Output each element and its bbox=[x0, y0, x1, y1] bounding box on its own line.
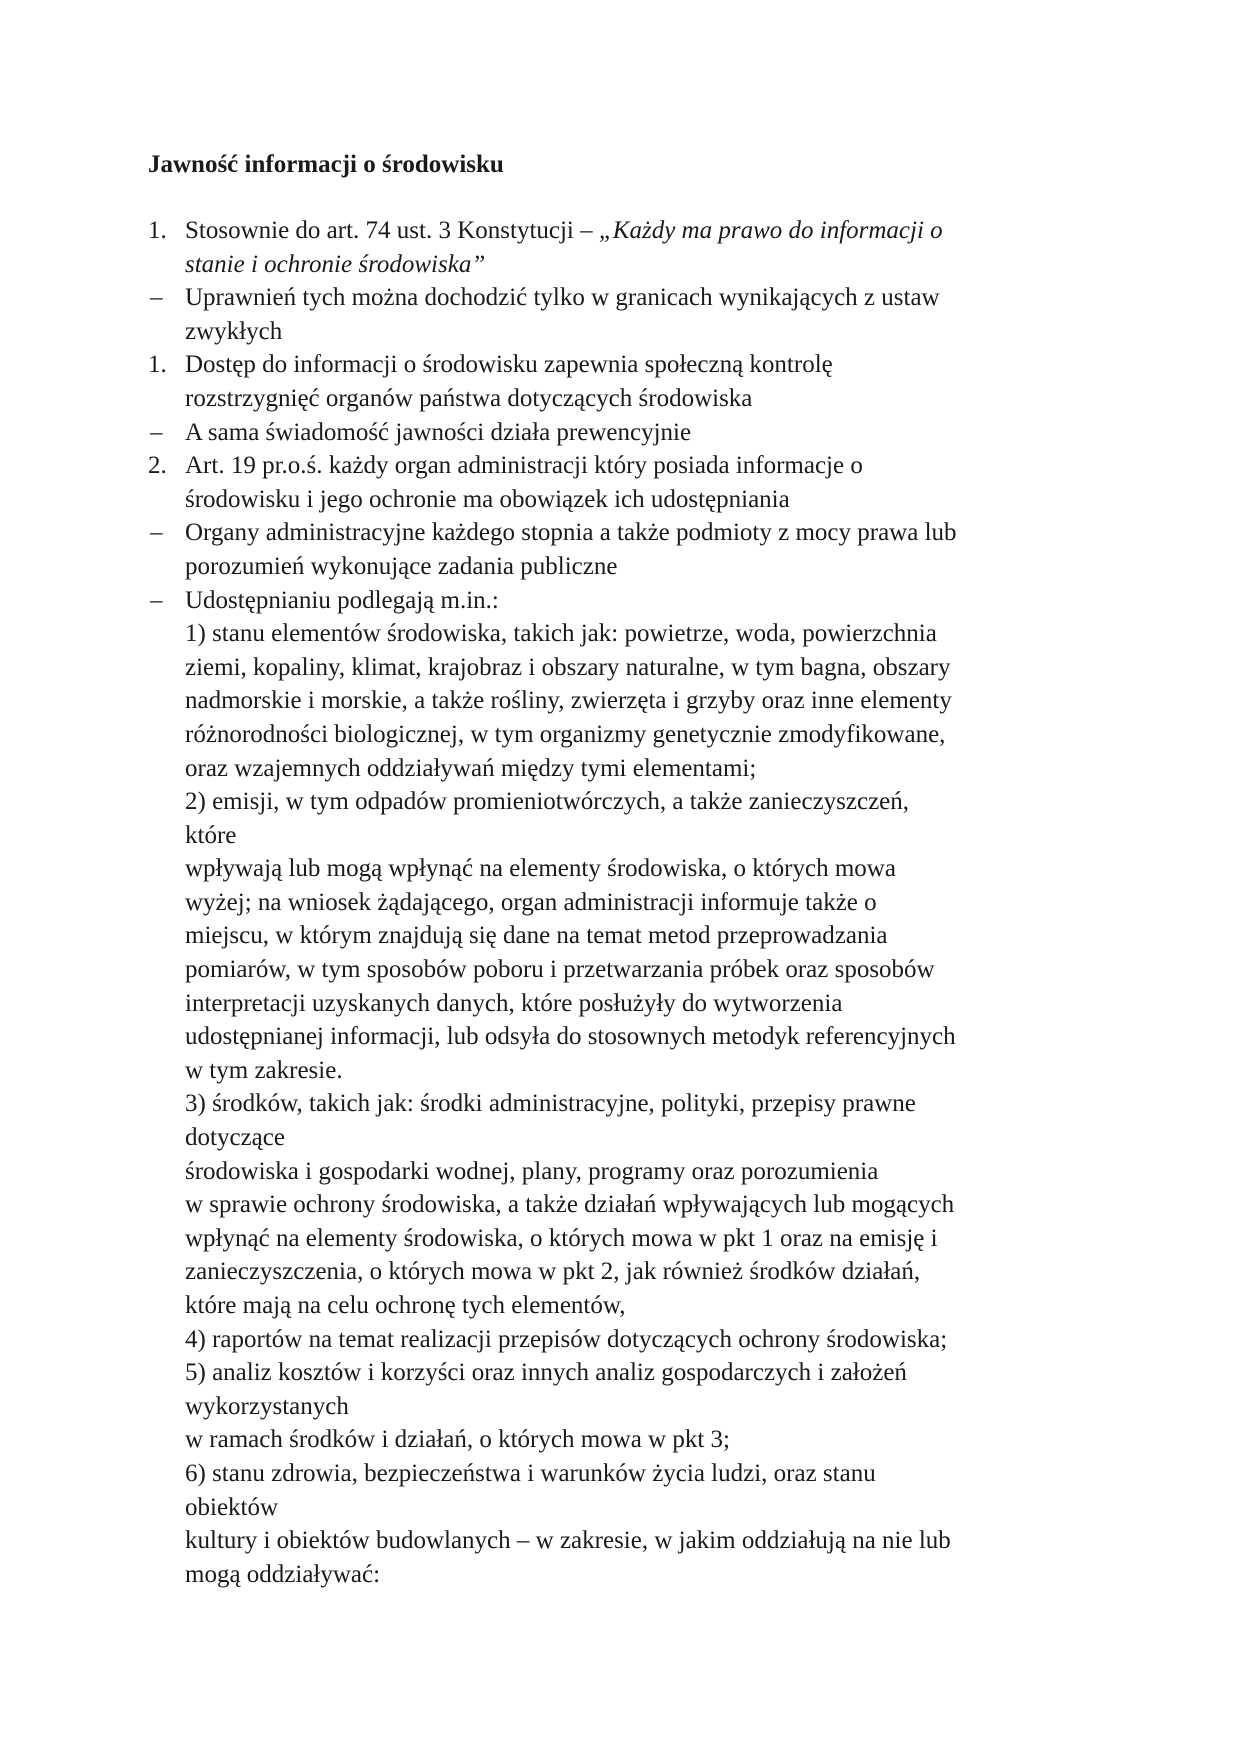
paragraph-line: wpłynąć na elementy środowiska, o których mowa w pkt 1 oraz na emisję i bbox=[185, 1224, 938, 1252]
list-item bbox=[148, 584, 1108, 1592]
paragraph-line: miejscu, w którym znajdują się dane na temat metod przeprowadzania bbox=[185, 922, 888, 950]
paragraph-line: Art. 19 pr.o.ś. każdy organ administracji który posiada informacje o bbox=[185, 452, 863, 480]
list-item bbox=[148, 214, 1108, 281]
list-item bbox=[148, 516, 1108, 583]
paragraph-line: 6) stanu zdrowia, bezpieczeństwa i warunków życia ludzi, oraz stanu bbox=[185, 1459, 876, 1487]
paragraph-line: 2) emisji, w tym odpadów promieniotwórczych, a także zanieczyszczeń, bbox=[185, 788, 910, 816]
dash-marker: – bbox=[150, 418, 163, 446]
paragraph-line: porozumień wykonujące zadania publiczne bbox=[185, 552, 618, 580]
paragraph-line: ziemi, kopaliny, klimat, krajobraz i obszary naturalne, w tym bagna, obszary bbox=[185, 653, 951, 681]
paragraph-line: interpretacji uzyskanych danych, które posłużyły do wytworzenia bbox=[185, 989, 843, 1017]
quote-text: stanie i ochronie środowiska” bbox=[185, 250, 486, 278]
paragraph-line: wyżej; na wniosek żądającego, organ administracji informuje także o bbox=[185, 888, 877, 916]
paragraph-line: Uprawnień tych można dochodzić tylko w granicach wynikających z ustaw bbox=[185, 284, 940, 312]
paragraph-line: Organy administracyjne każdego stopnia a także podmioty z mocy prawa lub bbox=[185, 519, 957, 547]
dash-marker: – bbox=[150, 284, 163, 312]
paragraph-line: udostępnianej informacji, lub odsyła do stosownych metodyk referencyjnych bbox=[185, 1023, 956, 1051]
list-item bbox=[148, 449, 1108, 516]
list-item bbox=[148, 281, 1108, 348]
paragraph-line: A sama świadomość jawności działa prewencyjnie bbox=[185, 418, 692, 446]
paragraph-line: Udostępnianiu podlegają m.in.: bbox=[185, 586, 499, 614]
paragraph-line: środowisku i jego ochronie ma obowiązek ich udostępniania bbox=[185, 485, 790, 513]
paragraph-line: nadmorskie i morskie, a także rośliny, zwierzęta i grzyby oraz inne elementy bbox=[185, 687, 952, 715]
paragraph-line: pomiarów, w tym sposobów poboru i przetwarzania próbek oraz sposobów bbox=[185, 956, 935, 984]
quote-text: „Każdy ma prawo do informacji o bbox=[598, 217, 943, 244]
text-segment: Stosownie do art. 74 ust. 3 Konstytucji – bbox=[185, 217, 599, 244]
paragraph-line bbox=[185, 214, 1108, 248]
paragraph-line: wykorzystanych bbox=[185, 1392, 349, 1420]
list-number: 1. bbox=[148, 351, 167, 379]
paragraph-line: środowiska i gospodarki wodnej, plany, programy oraz porozumienia bbox=[185, 1157, 879, 1185]
paragraph-line: zanieczyszczenia, o których mowa w pkt 2, jak również środków działań, bbox=[185, 1258, 921, 1286]
paragraph-line: dotyczące bbox=[185, 1124, 285, 1152]
paragraph-line: różnorodności biologicznej, w tym organizmy genetycznie zmodyfikowane, bbox=[185, 720, 946, 748]
paragraph-line: w ramach środków i działań, o których mowa w pkt 3; bbox=[185, 1426, 731, 1454]
document-title: Jawność informacji o środowisku bbox=[148, 151, 504, 178]
paragraph-line: które mają na celu ochronę tych elementów, bbox=[185, 1292, 626, 1319]
paragraph-line: Dostęp do informacji o środowisku zapewnia społeczną kontrolę bbox=[185, 351, 833, 379]
list-number: 1. bbox=[148, 217, 167, 244]
paragraph-line: 4) raportów na temat realizacji przepisów dotyczących ochrony środowiska; bbox=[185, 1325, 948, 1353]
paragraph-line: kultury i obiektów budowlanych – w zakresie, w jakim oddziałują na nie lub bbox=[185, 1527, 951, 1555]
paragraph-line: które bbox=[185, 821, 237, 849]
dash-marker: – bbox=[150, 586, 163, 614]
paragraph-line bbox=[185, 248, 1108, 282]
paragraph-line: obiektów bbox=[185, 1493, 279, 1521]
paragraph-line: oraz wzajemnych oddziaływań między tymi elementami; bbox=[185, 754, 757, 782]
paragraph-line: w sprawie ochrony środowiska, a także działań wpływających lub mogących bbox=[185, 1191, 955, 1219]
paragraph-line: rozstrzygnięć organów państwa dotyczących środowiska bbox=[185, 384, 753, 412]
list-item bbox=[148, 348, 1108, 415]
dash-marker: – bbox=[150, 519, 163, 547]
list-item bbox=[148, 416, 1108, 450]
list-number: 2. bbox=[148, 452, 167, 480]
paragraph-line: 1) stanu elementów środowiska, takich jak: powietrze, woda, powierzchnia bbox=[185, 620, 937, 648]
paragraph-line: w tym zakresie. bbox=[185, 1056, 343, 1084]
document-body bbox=[148, 214, 1108, 1591]
paragraph-line: 5) analiz kosztów i korzyści oraz innych analiz gospodarczych i założeń bbox=[185, 1359, 907, 1387]
paragraph-line: wpływają lub mogą wpłynąć na elementy środowiska, o których mowa bbox=[185, 855, 896, 883]
paragraph-line: zwykłych bbox=[185, 317, 283, 345]
paragraph-line: mogą oddziaływać: bbox=[185, 1560, 381, 1588]
paragraph-line: 3) środków, takich jak: środki administracyjne, polityki, przepisy prawne bbox=[185, 1090, 916, 1118]
